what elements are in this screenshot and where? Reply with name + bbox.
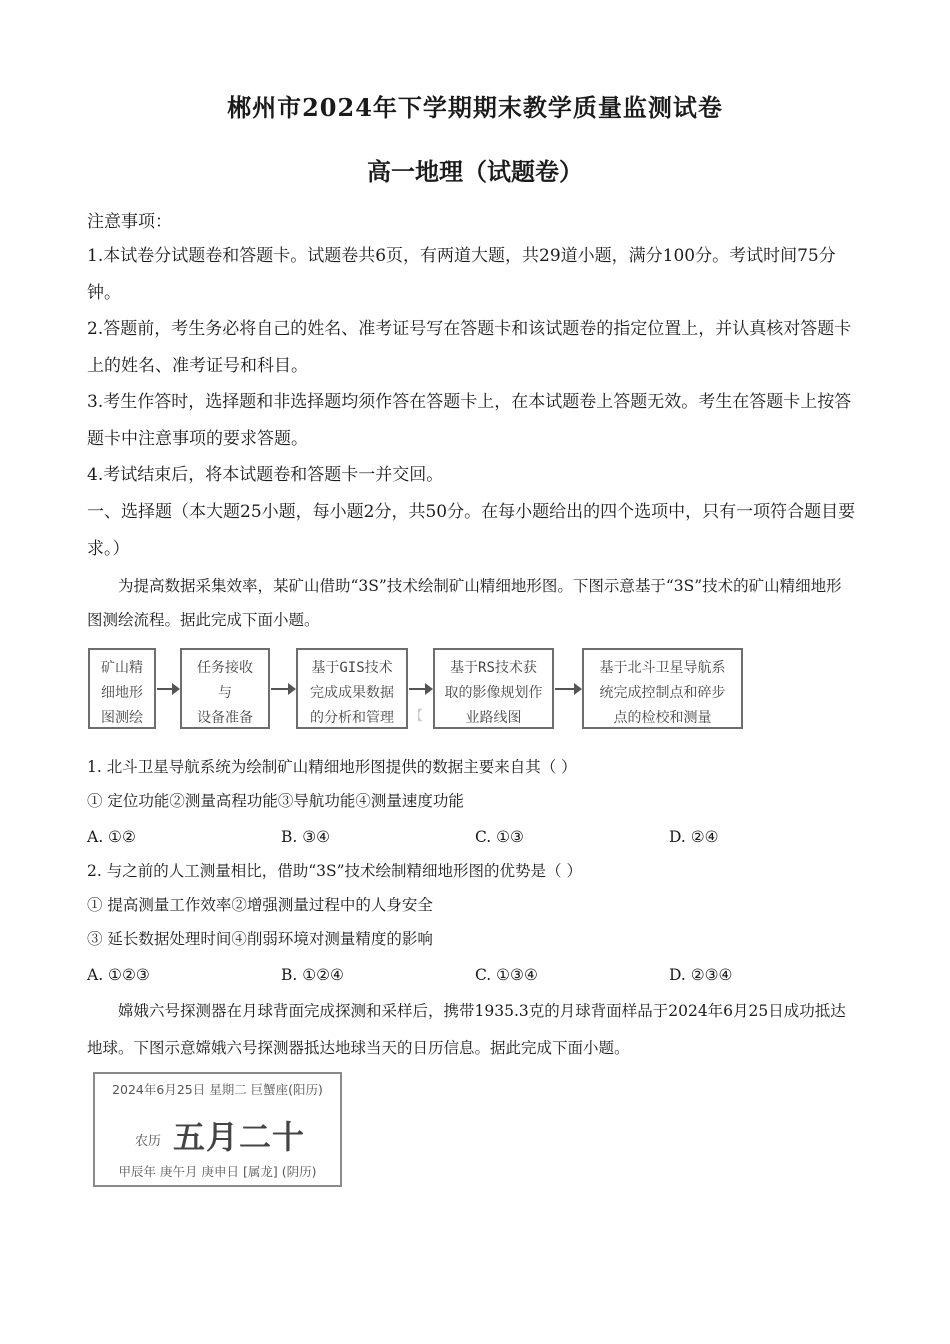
flow-box-3-line: 完成成果数据	[310, 685, 394, 701]
question-1-statements: ① 定位功能②测量高程功能③导航功能④测量速度功能	[87, 792, 464, 810]
watermark: 【	[410, 709, 424, 724]
passage-2: 嫦娥六号探测器在月球背面完成探测和采样后，携带1935.3克的月球背面样品于2024年6月25日成功抵达地球。下图示意嫦娥六号探测器抵达地球当天的日历信息。据此完成下面小题。	[87, 1002, 846, 1057]
flow-box-3	[296, 648, 408, 729]
flow-arrow-icon	[271, 688, 294, 690]
flow-box-4-line: 业路线图	[465, 710, 522, 726]
page-subtitle: 高一地理（试题卷）	[367, 157, 583, 186]
question-2-statement-1: ① 提高测量工作效率②增强测量过程中的人身安全	[87, 896, 433, 914]
flow-arrow-icon	[157, 688, 178, 690]
calendar-figure	[93, 1072, 342, 1187]
flow-box-2-line: 与	[218, 685, 232, 701]
calendar-lunar-date: 五月二十	[173, 1118, 306, 1156]
calendar-lunar-label: 农历	[135, 1134, 162, 1149]
flow-box-1	[88, 648, 156, 729]
notice-item-2: 2.答题前，考生务必将自己的姓名、准考证号写在答题卡和该试题卷的指定位置上，并认真核对答题卡上的姓名、准考证号和科目。	[87, 319, 852, 376]
option-b: B. ①②④	[281, 966, 344, 984]
option-a: A. ①②	[87, 828, 136, 846]
flow-box-2	[180, 648, 270, 729]
calendar-solar-date: 2024年6月25日 星期二 巨蟹座(阳历)	[112, 1082, 323, 1097]
option-d: D. ②④	[669, 828, 719, 846]
page-title: 郴州市2024年下学期期末教学质量监测试卷	[227, 93, 723, 122]
flow-box-5-line: 基于北斗卫星导航系	[599, 660, 726, 676]
question-2-stem: 2. 与之前的人工测量相比，借助“3S”技术绘制精细地形图的优势是（ ）	[87, 862, 582, 880]
flow-box-5	[582, 648, 743, 729]
option-a: A. ①②③	[87, 966, 150, 984]
flow-box-2-line: 任务接收	[197, 660, 253, 676]
flow-box-4-line: 基于RS技术获	[450, 660, 537, 676]
question-2-statement-2: ③ 延长数据处理时间④削弱环境对测量精度的影响	[87, 930, 433, 948]
calendar-ganzhi: 甲辰年 庚午月 庚申日 [属龙] (阴历)	[118, 1164, 317, 1179]
flow-arrow-icon	[409, 688, 431, 690]
flow-box-4	[433, 648, 554, 729]
passage-1: 为提高数据采集效率，某矿山借助“3S”技术绘制矿山精细地形图。下图示意基于“3S”技术的矿山精细地形图测绘流程。据此完成下面小题。	[87, 577, 842, 629]
option-c: C. ①③	[475, 828, 524, 846]
question-2-options	[87, 966, 867, 990]
flow-box-4-line: 取的影像规划作	[444, 685, 543, 701]
flow-box-3-line: 基于GIS技术	[311, 660, 393, 676]
flow-box-2-line: 设备准备	[197, 710, 253, 726]
flow-box-5-line: 统完成控制点和碎步	[599, 685, 726, 701]
option-d: D. ②③④	[669, 966, 733, 984]
option-c: C. ①③④	[475, 966, 538, 984]
flow-box-1-line: 图测绘	[101, 710, 143, 726]
notice-item-3: 3.考生作答时，选择题和非选择题均须作答在答题卡上，在本试题卷上答题无效。考生在答题卡上按答题卡中注意事项的要求答题。	[87, 392, 852, 449]
flow-box-1-line: 细地形	[101, 685, 143, 701]
section-heading: 一、选择题（本大题25小题，每小题2分，共50分。在每小题给出的四个选项中，只有一项符合题目要求。）	[87, 502, 856, 559]
notice-heading: 注意事项：	[87, 212, 172, 232]
notice-item-1: 1.本试卷分试题卷和答题卡。试题卷共6页，有两道大题，共29道小题，满分100分。考试时间75分钟。	[87, 246, 836, 303]
flow-box-3-line: 的分析和管理	[310, 710, 394, 726]
notice-item-4: 4.考试结束后，将本试题卷和答题卡一并交回。	[87, 465, 444, 485]
option-b: B. ③④	[281, 828, 331, 846]
flow-box-1-line: 矿山精	[101, 660, 143, 676]
flow-box-5-line: 点的检校和测量	[613, 710, 712, 726]
flow-arrow-icon	[555, 688, 580, 690]
question-1-stem: 1. 北斗卫星导航系统为绘制矿山精细地形图提供的数据主要来自其（ ）	[87, 758, 577, 776]
question-1-options	[87, 828, 867, 852]
